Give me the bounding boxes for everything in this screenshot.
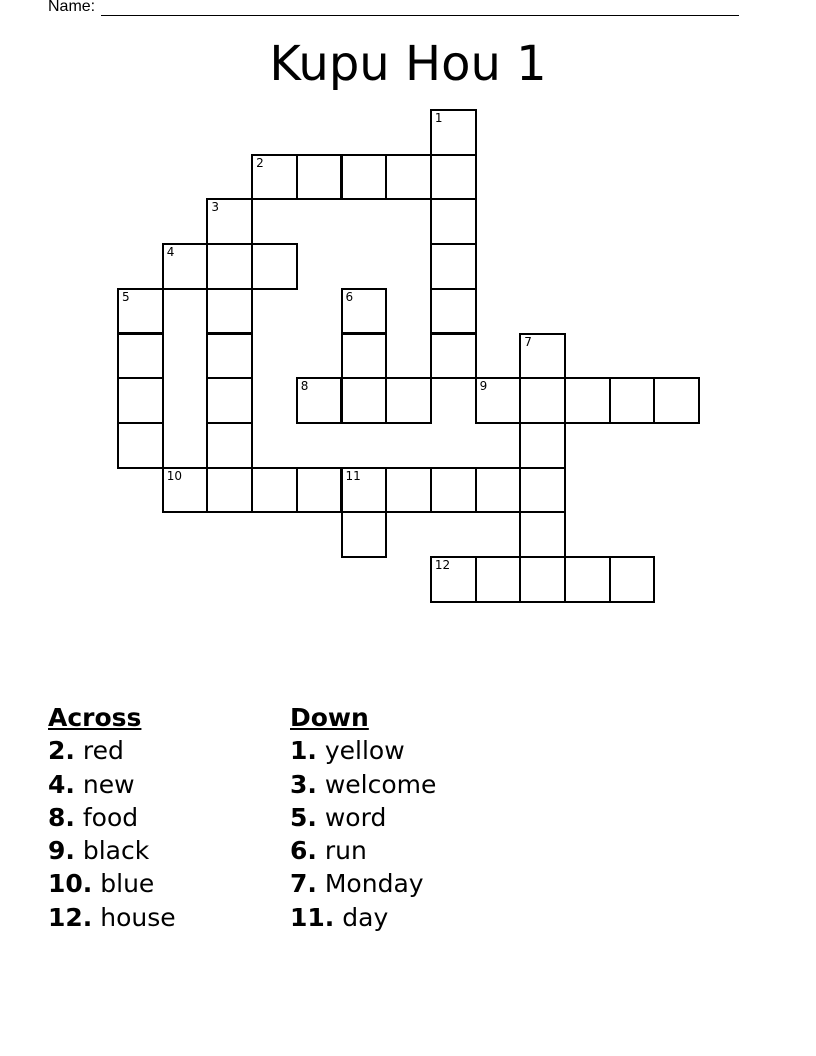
grid-cell[interactable] — [653, 377, 700, 424]
grid-cell[interactable] — [341, 377, 388, 424]
grid-cell[interactable] — [117, 377, 164, 424]
grid-cell[interactable] — [430, 109, 477, 156]
clue-down — [290, 734, 436, 767]
grid-cell[interactable] — [251, 467, 298, 514]
grid-cell[interactable] — [430, 243, 477, 290]
clue-number: 10. — [48, 869, 93, 899]
clue-number: 1. — [290, 736, 317, 766]
grid-cell[interactable] — [609, 556, 656, 603]
clue-across — [48, 901, 176, 934]
clue-number-label: 5 — [122, 289, 130, 304]
grid-cell[interactable] — [296, 154, 343, 201]
grid-cell[interactable] — [475, 467, 522, 514]
grid-cell[interactable] — [206, 377, 253, 424]
grid-cell[interactable] — [519, 556, 566, 603]
clue-across — [48, 768, 176, 801]
grid-cell[interactable] — [564, 377, 611, 424]
grid-cell[interactable] — [385, 377, 432, 424]
clue-text: day — [342, 902, 389, 932]
clue-number: 9. — [48, 836, 75, 866]
clue-number-label: 3 — [211, 200, 220, 215]
clue-number-label: 12 — [434, 558, 451, 572]
grid-cell[interactable] — [430, 154, 477, 201]
grid-cell[interactable] — [519, 422, 566, 469]
clue-down — [290, 768, 436, 801]
name-label: Name: — [48, 0, 96, 15]
clue-text: black — [82, 836, 150, 866]
across-clues — [48, 701, 176, 934]
grid-cell[interactable] — [296, 377, 343, 424]
grid-cell[interactable] — [475, 377, 522, 424]
clue-number-label: 1 — [434, 111, 443, 125]
down-clues — [290, 701, 436, 934]
grid-cell[interactable] — [162, 243, 209, 290]
across-heading: Across — [48, 703, 142, 732]
page-title: Kupu Hou 1 — [269, 36, 547, 92]
clue-number-label: 2 — [256, 155, 264, 170]
grid-cell[interactable] — [117, 333, 164, 380]
clue-text: food — [82, 802, 139, 832]
clue-number: 7. — [290, 869, 317, 899]
grid-cell[interactable] — [430, 333, 477, 380]
clue-number: 2. — [48, 736, 75, 766]
clue-number-label: 6 — [345, 289, 354, 304]
clue-number: 3. — [290, 769, 317, 799]
grid-cell[interactable] — [385, 467, 432, 514]
clue-number-label: 10 — [166, 468, 182, 483]
grid-cell[interactable] — [206, 198, 253, 245]
clue-number: 11. — [290, 902, 335, 932]
grid-cell[interactable] — [475, 556, 522, 603]
grid-cell[interactable] — [341, 511, 388, 558]
clue-text: yellow — [324, 736, 405, 766]
clue-down — [290, 901, 436, 934]
grid-cell[interactable] — [519, 511, 566, 558]
clue-down — [290, 834, 436, 867]
clue-number: 12. — [48, 902, 93, 932]
clue-down — [290, 801, 436, 834]
clue-text: red — [82, 736, 124, 766]
grid-cell[interactable] — [206, 333, 253, 380]
grid-cell[interactable] — [430, 467, 477, 514]
grid-cell[interactable] — [519, 467, 566, 514]
clue-text: run — [324, 836, 367, 866]
clue-across — [48, 867, 176, 900]
grid-cell[interactable] — [162, 467, 209, 514]
clue-number-label: 4 — [166, 245, 175, 260]
clue-text: Monday — [324, 869, 424, 899]
clue-number: 4. — [48, 769, 75, 799]
clue-text: blue — [100, 869, 155, 899]
clue-text: new — [82, 769, 135, 799]
grid-cell[interactable] — [430, 556, 477, 603]
clue-text: house — [100, 902, 176, 932]
grid-cell[interactable] — [341, 333, 388, 380]
clue-number: 6. — [290, 836, 317, 866]
clue-number-label: 11 — [345, 468, 361, 483]
clue-text: welcome — [324, 769, 437, 799]
grid-cell[interactable] — [519, 333, 566, 380]
down-heading: Down — [290, 703, 369, 732]
clue-across — [48, 734, 176, 767]
grid-cell[interactable] — [430, 198, 477, 245]
clue-text: word — [324, 802, 387, 832]
clue-number-label: 7 — [524, 334, 532, 349]
grid-cell[interactable] — [341, 154, 388, 201]
grid-cell[interactable] — [296, 467, 343, 514]
grid-cell[interactable] — [341, 467, 388, 514]
grid-cell[interactable] — [206, 288, 253, 335]
grid-cell[interactable] — [117, 288, 164, 335]
grid-cell[interactable] — [206, 467, 253, 514]
clue-number: 8. — [48, 802, 75, 832]
grid-cell[interactable] — [251, 154, 298, 201]
grid-cell[interactable] — [341, 288, 388, 335]
grid-cell[interactable] — [251, 243, 298, 290]
grid-cell[interactable] — [430, 288, 477, 335]
grid-cell[interactable] — [609, 377, 656, 424]
grid-cell[interactable] — [385, 154, 432, 201]
clue-across — [48, 834, 176, 867]
clue-number: 5. — [290, 802, 317, 832]
grid-cell[interactable] — [206, 243, 253, 290]
clue-across — [48, 801, 176, 834]
grid-cell[interactable] — [117, 422, 164, 469]
grid-cell[interactable] — [564, 556, 611, 603]
clue-down — [290, 867, 436, 900]
grid-cell[interactable] — [519, 377, 566, 424]
clue-number-label: 8 — [300, 379, 309, 394]
clue-number-label: 9 — [479, 379, 488, 394]
grid-cell[interactable] — [206, 422, 253, 469]
